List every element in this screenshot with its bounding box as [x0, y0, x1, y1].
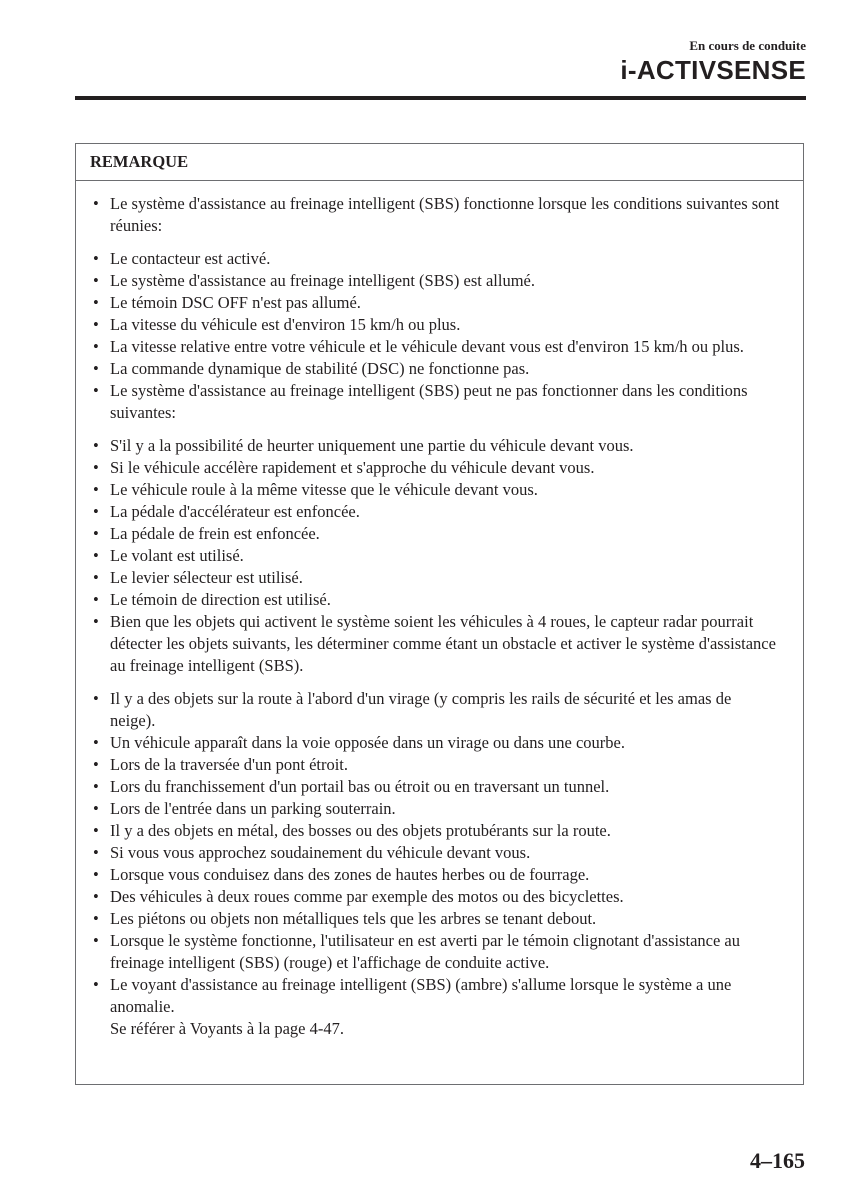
- bullet-icon: •: [93, 381, 99, 400]
- bullet-icon: •: [93, 194, 99, 213]
- bullet-icon: •: [93, 843, 99, 862]
- note-subitem-text: Les piétons ou objets non métalliques tels que les arbres se tenant debout.: [110, 909, 597, 928]
- note-subitem-text: Lorsque vous conduisez dans des zones de hautes herbes ou de fourrage.: [110, 865, 590, 884]
- note-body: [76, 181, 803, 1040]
- note-sublist: [90, 688, 803, 930]
- bullet-icon: •: [93, 359, 99, 378]
- cross-reference: Se référer à Voyants à la page 4-47.: [110, 1019, 344, 1038]
- note-list-item: [90, 193, 795, 237]
- note-subitem-text: Le contacteur est activé.: [110, 249, 271, 268]
- bullet-icon: •: [93, 975, 99, 994]
- bullet-icon: •: [93, 524, 99, 543]
- note-subitem: [90, 270, 755, 292]
- bullet-icon: •: [93, 502, 99, 521]
- bullet-icon: •: [93, 480, 99, 499]
- note-subitem: [90, 292, 755, 314]
- bullet-icon: •: [93, 909, 99, 928]
- bullet-icon: •: [93, 865, 99, 884]
- section-title: En cours de conduite: [689, 38, 806, 53]
- bullet-icon: •: [93, 458, 99, 477]
- note-subitem: [90, 479, 755, 501]
- note-list-item: [90, 380, 795, 424]
- note-subitem-text: Si vous vous approchez soudainement du véhicule devant vous.: [110, 843, 531, 862]
- note-list-item: [90, 611, 795, 677]
- bullet-icon: •: [93, 590, 99, 609]
- note-item-text: Le système d'assistance au freinage intelligent (SBS) peut ne pas fonctionner dans les conditions suivantes:: [110, 381, 748, 422]
- note-title: REMARQUE: [76, 144, 803, 181]
- note-subitem-text: Lors de l'entrée dans un parking souterrain.: [110, 799, 396, 818]
- note-item-text: Le voyant d'assistance au freinage intelligent (SBS) (ambre) s'allume lorsque le système a une anomalie.: [110, 975, 732, 1016]
- note-subitem: [90, 336, 755, 358]
- bullet-icon: •: [93, 568, 99, 587]
- note-subitem: [90, 908, 755, 930]
- bullet-icon: •: [93, 777, 99, 796]
- note-subitem-text: La pédale d'accélérateur est enfoncée.: [110, 502, 360, 521]
- note-subitem: [90, 754, 755, 776]
- page-number: 4–165: [750, 1148, 805, 1173]
- note-subitem-text: Des véhicules à deux roues comme par exemple des motos ou des bicyclettes.: [110, 887, 624, 906]
- note-subitem-text: La commande dynamique de stabilité (DSC) ne fonctionne pas.: [110, 359, 530, 378]
- note-subitem: [90, 523, 755, 545]
- bullet-icon: •: [93, 436, 99, 455]
- note-subitem: [90, 457, 755, 479]
- note-subitem-text: Lors de la traversée d'un pont étroit.: [110, 755, 349, 774]
- note-item-text: Bien que les objets qui activent le système soient les véhicules à 4 roues, le capteur radar pourrait détecter les objets suivants, les déterminer comme étant un obstacle et activer le système d'assistance au freinage intelligent (SBS).: [110, 612, 776, 675]
- note-box: [75, 143, 804, 1085]
- note-subitem-text: Le témoin de direction est utilisé.: [110, 590, 331, 609]
- note-subitem-text: Le véhicule roule à la même vitesse que le véhicule devant vous.: [110, 480, 538, 499]
- note-subitem: [90, 886, 755, 908]
- bullet-icon: •: [93, 546, 99, 565]
- note-subitem: [90, 545, 755, 567]
- bullet-icon: •: [93, 887, 99, 906]
- bullet-icon: •: [93, 689, 99, 708]
- note-subitem: [90, 567, 755, 589]
- note-subitem: [90, 314, 755, 336]
- note-subitem: [90, 248, 755, 270]
- note-subitem-text: Le levier sélecteur est utilisé.: [110, 568, 303, 587]
- note-subitem-text: La vitesse du véhicule est d'environ 15 km/h ou plus.: [110, 315, 461, 334]
- note-subitem-text: Il y a des objets sur la route à l'abord d'un virage (y compris les rails de sécurité et les amas de neige).: [110, 689, 732, 730]
- bullet-icon: •: [93, 315, 99, 334]
- note-list-item: [90, 930, 795, 974]
- note-subitem: [90, 688, 755, 732]
- bullet-icon: •: [93, 821, 99, 840]
- note-subitem-text: Il y a des objets en métal, des bosses ou des objets protubérants sur la route.: [110, 821, 611, 840]
- bullet-icon: •: [93, 755, 99, 774]
- note-subitem: [90, 798, 755, 820]
- note-list-item: [90, 974, 795, 1040]
- note-subitem: [90, 589, 755, 611]
- note-subitem-text: La pédale de frein est enfoncée.: [110, 524, 320, 543]
- note-item-text: Lorsque le système fonctionne, l'utilisateur en est averti par le témoin clignotant d'assistance au freinage intelligent (SBS) (rouge) et l'affichage de conduite active.: [110, 931, 741, 972]
- note-item-text: Le système d'assistance au freinage intelligent (SBS) fonctionne lorsque les conditions suivantes sont réunies:: [110, 194, 780, 235]
- bullet-icon: •: [93, 612, 99, 631]
- header-rule: [75, 96, 806, 100]
- note-subitem-text: Le système d'assistance au freinage intelligent (SBS) est allumé.: [110, 271, 535, 290]
- bullet-icon: •: [93, 337, 99, 356]
- note-subitem: [90, 732, 755, 754]
- note-sublist: [90, 435, 803, 611]
- note-subitem-text: Si le véhicule accélère rapidement et s'approche du véhicule devant vous.: [110, 458, 595, 477]
- note-subitem-text: Le volant est utilisé.: [110, 546, 244, 565]
- bullet-icon: •: [93, 271, 99, 290]
- bullet-icon: •: [93, 293, 99, 312]
- note-subitem-text: Lors du franchissement d'un portail bas ou étroit ou en traversant un tunnel.: [110, 777, 610, 796]
- note-subitem-text: Le témoin DSC OFF n'est pas allumé.: [110, 293, 361, 312]
- note-subitem-text: Un véhicule apparaît dans la voie opposée dans un virage ou dans une courbe.: [110, 733, 625, 752]
- bullet-icon: •: [93, 249, 99, 268]
- note-subitem: [90, 842, 755, 864]
- note-subitem: [90, 435, 755, 457]
- note-subitem: [90, 820, 755, 842]
- bullet-icon: •: [93, 799, 99, 818]
- note-sublist: [90, 248, 803, 380]
- bullet-icon: •: [93, 733, 99, 752]
- note-subitem: [90, 776, 755, 798]
- note-subitem: [90, 358, 755, 380]
- chapter-title: i-ACTIVSENSE: [620, 55, 806, 85]
- note-subitem-text: S'il y a la possibilité de heurter uniquement une partie du véhicule devant vous.: [110, 436, 634, 455]
- note-subitem-text: La vitesse relative entre votre véhicule et le véhicule devant vous est d'environ 15 km/h ou plus.: [110, 337, 744, 356]
- note-subitem: [90, 501, 755, 523]
- page-header: [75, 38, 806, 86]
- note-subitem: [90, 864, 755, 886]
- bullet-icon: •: [93, 931, 99, 950]
